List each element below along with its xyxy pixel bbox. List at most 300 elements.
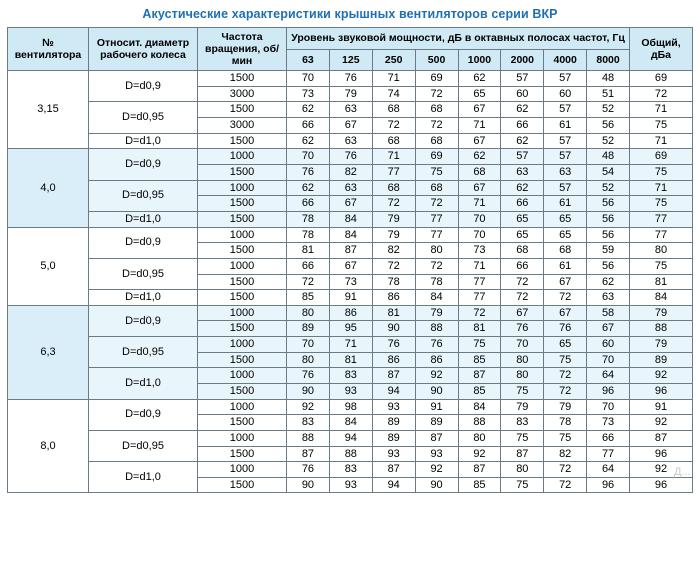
cell-spl-octave: 52 xyxy=(587,133,630,149)
cell-total-dba: 80 xyxy=(630,243,693,259)
cell-spl-octave: 68 xyxy=(544,243,587,259)
cell-rpm: 1000 xyxy=(198,258,287,274)
cell-spl-octave: 76 xyxy=(544,321,587,337)
cell-total-dba: 69 xyxy=(630,71,693,87)
cell-total-dba: 91 xyxy=(630,399,693,415)
cell-relative-diameter: D=d0,9 xyxy=(89,71,198,102)
cell-rpm: 1500 xyxy=(198,415,287,431)
cell-spl-octave: 87 xyxy=(501,446,544,462)
table-row xyxy=(8,305,693,321)
cell-spl-octave: 72 xyxy=(372,196,415,212)
cell-spl-octave: 93 xyxy=(415,446,458,462)
cell-spl-octave: 93 xyxy=(329,384,372,400)
cell-rpm: 1500 xyxy=(198,384,287,400)
cell-spl-octave: 80 xyxy=(415,243,458,259)
cell-spl-octave: 91 xyxy=(415,399,458,415)
cell-total-dba: 72 xyxy=(630,86,693,102)
cell-spl-octave: 90 xyxy=(415,384,458,400)
cell-spl-octave: 72 xyxy=(415,86,458,102)
cell-spl-octave: 67 xyxy=(329,118,372,134)
cell-spl-octave: 63 xyxy=(544,165,587,181)
cell-spl-octave: 67 xyxy=(458,102,501,118)
cell-spl-octave: 91 xyxy=(329,290,372,306)
cell-spl-octave: 70 xyxy=(287,149,330,165)
cell-spl-octave: 61 xyxy=(544,258,587,274)
cell-total-dba: 75 xyxy=(630,258,693,274)
cell-spl-octave: 68 xyxy=(415,102,458,118)
cell-spl-octave: 76 xyxy=(415,337,458,353)
cell-spl-octave: 75 xyxy=(501,430,544,446)
cell-spl-octave: 93 xyxy=(329,477,372,493)
cell-fan-number: 8,0 xyxy=(8,399,89,493)
cell-spl-octave: 57 xyxy=(544,102,587,118)
cell-spl-octave: 95 xyxy=(329,321,372,337)
cell-spl-octave: 89 xyxy=(287,321,330,337)
cell-relative-diameter: D=d1,0 xyxy=(89,290,198,306)
cell-total-dba: 89 xyxy=(630,352,693,368)
cell-total-dba: 92 xyxy=(630,368,693,384)
cell-spl-octave: 68 xyxy=(458,165,501,181)
cell-total-dba: 77 xyxy=(630,211,693,227)
cell-spl-octave: 61 xyxy=(544,118,587,134)
cell-spl-octave: 72 xyxy=(544,368,587,384)
cell-spl-octave: 87 xyxy=(458,368,501,384)
cell-spl-octave: 62 xyxy=(458,149,501,165)
watermark: Д... xyxy=(674,466,691,478)
cell-spl-octave: 56 xyxy=(587,258,630,274)
cell-spl-octave: 65 xyxy=(544,227,587,243)
cell-rpm: 1500 xyxy=(198,165,287,181)
cell-spl-octave: 81 xyxy=(372,305,415,321)
table-header xyxy=(8,28,693,71)
cell-spl-octave: 52 xyxy=(587,180,630,196)
cell-spl-octave: 57 xyxy=(544,149,587,165)
cell-rpm: 1000 xyxy=(198,305,287,321)
header-rpm: Частота вращения, об/мин xyxy=(198,28,287,71)
cell-spl-octave: 57 xyxy=(544,180,587,196)
cell-spl-octave: 68 xyxy=(372,133,415,149)
cell-spl-octave: 89 xyxy=(415,415,458,431)
cell-spl-octave: 66 xyxy=(287,118,330,134)
cell-spl-octave: 87 xyxy=(458,462,501,478)
cell-total-dba: 92 xyxy=(630,415,693,431)
cell-spl-octave: 63 xyxy=(329,133,372,149)
cell-spl-octave: 57 xyxy=(501,149,544,165)
table-row xyxy=(8,368,693,384)
cell-spl-octave: 84 xyxy=(458,399,501,415)
cell-spl-octave: 68 xyxy=(372,102,415,118)
cell-rpm: 3000 xyxy=(198,86,287,102)
cell-spl-octave: 67 xyxy=(544,274,587,290)
cell-rpm: 1500 xyxy=(198,352,287,368)
cell-spl-octave: 63 xyxy=(329,102,372,118)
cell-spl-octave: 70 xyxy=(587,352,630,368)
cell-spl-octave: 56 xyxy=(587,211,630,227)
cell-spl-octave: 66 xyxy=(501,118,544,134)
cell-relative-diameter: D=d0,95 xyxy=(89,102,198,133)
cell-total-dba: 71 xyxy=(630,180,693,196)
cell-spl-octave: 69 xyxy=(415,149,458,165)
cell-spl-octave: 76 xyxy=(287,462,330,478)
cell-spl-octave: 76 xyxy=(501,321,544,337)
cell-spl-octave: 89 xyxy=(372,430,415,446)
cell-spl-octave: 66 xyxy=(587,430,630,446)
cell-spl-octave: 70 xyxy=(287,71,330,87)
cell-spl-octave: 79 xyxy=(544,399,587,415)
cell-spl-octave: 65 xyxy=(544,211,587,227)
cell-spl-octave: 72 xyxy=(287,274,330,290)
cell-spl-octave: 68 xyxy=(372,180,415,196)
cell-spl-octave: 78 xyxy=(544,415,587,431)
cell-spl-octave: 76 xyxy=(329,149,372,165)
cell-total-dba: 71 xyxy=(630,102,693,118)
cell-spl-octave: 81 xyxy=(458,321,501,337)
cell-spl-octave: 93 xyxy=(372,446,415,462)
cell-spl-octave: 72 xyxy=(544,290,587,306)
cell-spl-octave: 57 xyxy=(544,133,587,149)
cell-spl-octave: 60 xyxy=(501,86,544,102)
cell-spl-octave: 76 xyxy=(287,368,330,384)
cell-spl-octave: 72 xyxy=(415,258,458,274)
cell-fan-number: 5,0 xyxy=(8,227,89,305)
cell-spl-octave: 78 xyxy=(287,211,330,227)
cell-total-dba: 96 xyxy=(630,446,693,462)
cell-total-dba: 75 xyxy=(630,118,693,134)
cell-spl-octave: 68 xyxy=(501,243,544,259)
cell-spl-octave: 80 xyxy=(501,368,544,384)
cell-spl-octave: 62 xyxy=(458,71,501,87)
cell-spl-octave: 84 xyxy=(329,415,372,431)
cell-spl-octave: 57 xyxy=(544,71,587,87)
cell-relative-diameter: D=d1,0 xyxy=(89,368,198,399)
cell-spl-octave: 84 xyxy=(415,290,458,306)
cell-spl-octave: 81 xyxy=(329,352,372,368)
cell-spl-octave: 56 xyxy=(587,227,630,243)
cell-total-dba: 87 xyxy=(630,430,693,446)
header-octave-250: 250 xyxy=(372,49,415,71)
cell-spl-octave: 79 xyxy=(415,305,458,321)
table-row xyxy=(8,399,693,415)
cell-spl-octave: 84 xyxy=(329,211,372,227)
header-spl-band: Уровень звуковой мощности, дБ в октавных полосах частот, Гц xyxy=(287,28,630,50)
cell-spl-octave: 62 xyxy=(501,180,544,196)
cell-spl-octave: 75 xyxy=(501,477,544,493)
cell-spl-octave: 72 xyxy=(544,477,587,493)
cell-rpm: 1000 xyxy=(198,227,287,243)
cell-relative-diameter: D=d0,9 xyxy=(89,227,198,258)
cell-spl-octave: 85 xyxy=(458,352,501,368)
cell-relative-diameter: D=d0,9 xyxy=(89,305,198,336)
cell-total-dba: 79 xyxy=(630,305,693,321)
cell-spl-octave: 77 xyxy=(372,165,415,181)
cell-rpm: 1000 xyxy=(198,430,287,446)
cell-relative-diameter: D=d0,95 xyxy=(89,180,198,211)
cell-spl-octave: 93 xyxy=(372,399,415,415)
cell-total-dba: 75 xyxy=(630,196,693,212)
cell-total-dba: 96 xyxy=(630,384,693,400)
cell-rpm: 1500 xyxy=(198,274,287,290)
header-rel-diameter: Относит. диаметр рабочего колеса xyxy=(89,28,198,71)
cell-rpm: 1000 xyxy=(198,399,287,415)
header-octave-2000: 2000 xyxy=(501,49,544,71)
cell-spl-octave: 87 xyxy=(372,368,415,384)
cell-rpm: 1500 xyxy=(198,446,287,462)
cell-spl-octave: 76 xyxy=(329,71,372,87)
cell-rpm: 1500 xyxy=(198,290,287,306)
cell-rpm: 1000 xyxy=(198,368,287,384)
cell-spl-octave: 92 xyxy=(458,446,501,462)
cell-spl-octave: 78 xyxy=(287,227,330,243)
cell-spl-octave: 67 xyxy=(501,305,544,321)
cell-spl-octave: 71 xyxy=(372,71,415,87)
table-row xyxy=(8,290,693,306)
cell-spl-octave: 80 xyxy=(287,352,330,368)
cell-spl-octave: 73 xyxy=(329,274,372,290)
table-row xyxy=(8,180,693,196)
cell-spl-octave: 92 xyxy=(287,399,330,415)
cell-spl-octave: 87 xyxy=(329,243,372,259)
cell-total-dba: 77 xyxy=(630,227,693,243)
cell-relative-diameter: D=d0,9 xyxy=(89,149,198,180)
cell-total-dba: 84 xyxy=(630,290,693,306)
cell-spl-octave: 83 xyxy=(287,415,330,431)
cell-spl-octave: 64 xyxy=(587,368,630,384)
cell-spl-octave: 94 xyxy=(372,384,415,400)
table-row xyxy=(8,337,693,353)
table-row xyxy=(8,430,693,446)
cell-spl-octave: 62 xyxy=(287,133,330,149)
cell-spl-octave: 64 xyxy=(587,462,630,478)
cell-spl-octave: 83 xyxy=(329,462,372,478)
cell-spl-octave: 72 xyxy=(458,305,501,321)
cell-rpm: 1500 xyxy=(198,196,287,212)
cell-spl-octave: 70 xyxy=(501,337,544,353)
cell-spl-octave: 76 xyxy=(287,165,330,181)
cell-spl-octave: 82 xyxy=(372,243,415,259)
cell-spl-octave: 90 xyxy=(287,384,330,400)
cell-spl-octave: 75 xyxy=(415,165,458,181)
table-row xyxy=(8,71,693,87)
cell-spl-octave: 62 xyxy=(287,180,330,196)
cell-rpm: 3000 xyxy=(198,118,287,134)
cell-spl-octave: 80 xyxy=(287,305,330,321)
cell-spl-octave: 87 xyxy=(372,462,415,478)
cell-spl-octave: 67 xyxy=(587,321,630,337)
cell-rpm: 1000 xyxy=(198,149,287,165)
cell-spl-octave: 67 xyxy=(458,180,501,196)
cell-relative-diameter: D=d1,0 xyxy=(89,462,198,493)
cell-spl-octave: 66 xyxy=(501,258,544,274)
cell-spl-octave: 60 xyxy=(587,337,630,353)
cell-spl-octave: 63 xyxy=(329,180,372,196)
cell-spl-octave: 86 xyxy=(372,352,415,368)
cell-spl-octave: 62 xyxy=(287,102,330,118)
cell-rpm: 1000 xyxy=(198,180,287,196)
cell-spl-octave: 83 xyxy=(329,368,372,384)
cell-spl-octave: 70 xyxy=(287,337,330,353)
cell-spl-octave: 65 xyxy=(544,337,587,353)
table-row xyxy=(8,258,693,274)
header-octave-125: 125 xyxy=(329,49,372,71)
cell-spl-octave: 70 xyxy=(458,211,501,227)
cell-spl-octave: 90 xyxy=(287,477,330,493)
cell-spl-octave: 79 xyxy=(372,227,415,243)
page-title: Акустические характеристики крышных вентиляторов серии ВКР xyxy=(142,7,558,21)
cell-spl-octave: 86 xyxy=(415,352,458,368)
cell-spl-octave: 69 xyxy=(415,71,458,87)
cell-rpm: 1500 xyxy=(198,477,287,493)
cell-spl-octave: 71 xyxy=(372,149,415,165)
cell-spl-octave: 87 xyxy=(415,430,458,446)
cell-spl-octave: 56 xyxy=(587,118,630,134)
cell-spl-octave: 62 xyxy=(587,274,630,290)
cell-spl-octave: 90 xyxy=(415,477,458,493)
cell-spl-octave: 85 xyxy=(458,384,501,400)
cell-spl-octave: 86 xyxy=(329,305,372,321)
table-row xyxy=(8,102,693,118)
cell-spl-octave: 89 xyxy=(372,415,415,431)
cell-spl-octave: 96 xyxy=(587,477,630,493)
cell-spl-octave: 62 xyxy=(501,102,544,118)
cell-total-dba: 96 xyxy=(630,477,693,493)
cell-spl-octave: 73 xyxy=(287,86,330,102)
header-octave-8000: 8000 xyxy=(587,49,630,71)
cell-spl-octave: 79 xyxy=(372,211,415,227)
cell-spl-octave: 82 xyxy=(329,165,372,181)
cell-fan-number: 3,15 xyxy=(8,71,89,149)
cell-spl-octave: 71 xyxy=(329,337,372,353)
table-row xyxy=(8,227,693,243)
cell-relative-diameter: D=d1,0 xyxy=(89,211,198,227)
cell-spl-octave: 76 xyxy=(372,337,415,353)
cell-total-dba: 69 xyxy=(630,149,693,165)
cell-spl-octave: 72 xyxy=(372,258,415,274)
cell-rpm: 1500 xyxy=(198,211,287,227)
cell-spl-octave: 62 xyxy=(501,133,544,149)
header-octave-4000: 4000 xyxy=(544,49,587,71)
cell-spl-octave: 71 xyxy=(458,258,501,274)
cell-spl-octave: 85 xyxy=(458,477,501,493)
cell-spl-octave: 56 xyxy=(587,196,630,212)
cell-spl-octave: 65 xyxy=(501,227,544,243)
cell-relative-diameter: D=d0,95 xyxy=(89,430,198,461)
cell-fan-number: 6,3 xyxy=(8,305,89,399)
cell-spl-octave: 60 xyxy=(544,86,587,102)
cell-rpm: 1000 xyxy=(198,462,287,478)
cell-spl-octave: 67 xyxy=(329,258,372,274)
cell-spl-octave: 75 xyxy=(458,337,501,353)
cell-spl-octave: 86 xyxy=(372,290,415,306)
cell-total-dba: 75 xyxy=(630,165,693,181)
cell-spl-octave: 77 xyxy=(458,290,501,306)
cell-spl-octave: 85 xyxy=(287,290,330,306)
cell-spl-octave: 82 xyxy=(544,446,587,462)
table-row xyxy=(8,211,693,227)
cell-spl-octave: 61 xyxy=(544,196,587,212)
cell-spl-octave: 77 xyxy=(415,227,458,243)
cell-spl-octave: 81 xyxy=(287,243,330,259)
cell-spl-octave: 58 xyxy=(587,305,630,321)
cell-spl-octave: 84 xyxy=(329,227,372,243)
acoustic-characteristics-table xyxy=(7,27,693,493)
table-body xyxy=(8,71,693,493)
cell-spl-octave: 88 xyxy=(287,430,330,446)
header-fan-no: № вентилятора xyxy=(8,28,89,71)
cell-spl-octave: 73 xyxy=(587,415,630,431)
cell-spl-octave: 71 xyxy=(458,196,501,212)
cell-spl-octave: 77 xyxy=(415,211,458,227)
cell-spl-octave: 94 xyxy=(372,477,415,493)
cell-spl-octave: 92 xyxy=(415,462,458,478)
cell-spl-octave: 77 xyxy=(587,446,630,462)
cell-spl-octave: 59 xyxy=(587,243,630,259)
header-octave-63: 63 xyxy=(287,49,330,71)
cell-total-dba: 71 xyxy=(630,133,693,149)
cell-spl-octave: 67 xyxy=(458,133,501,149)
cell-relative-diameter: D=d1,0 xyxy=(89,133,198,149)
cell-rpm: 1500 xyxy=(198,71,287,87)
cell-relative-diameter: D=d0,95 xyxy=(89,337,198,368)
cell-spl-octave: 94 xyxy=(329,430,372,446)
cell-spl-octave: 79 xyxy=(501,399,544,415)
cell-spl-octave: 66 xyxy=(501,196,544,212)
cell-total-dba: 88 xyxy=(630,321,693,337)
cell-spl-octave: 66 xyxy=(287,258,330,274)
cell-spl-octave: 72 xyxy=(372,118,415,134)
cell-spl-octave: 79 xyxy=(329,86,372,102)
table-row xyxy=(8,149,693,165)
cell-spl-octave: 83 xyxy=(501,415,544,431)
cell-relative-diameter: D=d0,9 xyxy=(89,399,198,430)
cell-spl-octave: 68 xyxy=(415,133,458,149)
cell-spl-octave: 73 xyxy=(458,243,501,259)
cell-spl-octave: 67 xyxy=(329,196,372,212)
cell-spl-octave: 80 xyxy=(458,430,501,446)
cell-rpm: 1500 xyxy=(198,102,287,118)
cell-spl-octave: 87 xyxy=(287,446,330,462)
cell-rpm: 1500 xyxy=(198,133,287,149)
cell-spl-octave: 72 xyxy=(501,290,544,306)
cell-total-dba: 92 xyxy=(630,462,693,478)
header-octave-1000: 1000 xyxy=(458,49,501,71)
cell-spl-octave: 72 xyxy=(544,462,587,478)
cell-spl-octave: 68 xyxy=(415,180,458,196)
cell-spl-octave: 96 xyxy=(587,384,630,400)
header-row-1 xyxy=(8,28,693,50)
table-row xyxy=(8,133,693,149)
cell-rpm: 1000 xyxy=(198,337,287,353)
cell-total-dba: 79 xyxy=(630,337,693,353)
cell-spl-octave: 67 xyxy=(544,305,587,321)
cell-relative-diameter: D=d0,95 xyxy=(89,258,198,289)
table-row xyxy=(8,462,693,478)
cell-spl-octave: 48 xyxy=(587,71,630,87)
cell-spl-octave: 88 xyxy=(329,446,372,462)
cell-spl-octave: 52 xyxy=(587,102,630,118)
cell-spl-octave: 90 xyxy=(372,321,415,337)
cell-spl-octave: 65 xyxy=(501,211,544,227)
cell-spl-octave: 80 xyxy=(501,462,544,478)
cell-rpm: 1500 xyxy=(198,321,287,337)
cell-spl-octave: 98 xyxy=(329,399,372,415)
cell-total-dba: 81 xyxy=(630,274,693,290)
cell-spl-octave: 70 xyxy=(458,227,501,243)
cell-spl-octave: 57 xyxy=(501,71,544,87)
cell-spl-octave: 66 xyxy=(287,196,330,212)
cell-fan-number: 4,0 xyxy=(8,149,89,227)
cell-spl-octave: 72 xyxy=(501,274,544,290)
cell-spl-octave: 48 xyxy=(587,149,630,165)
